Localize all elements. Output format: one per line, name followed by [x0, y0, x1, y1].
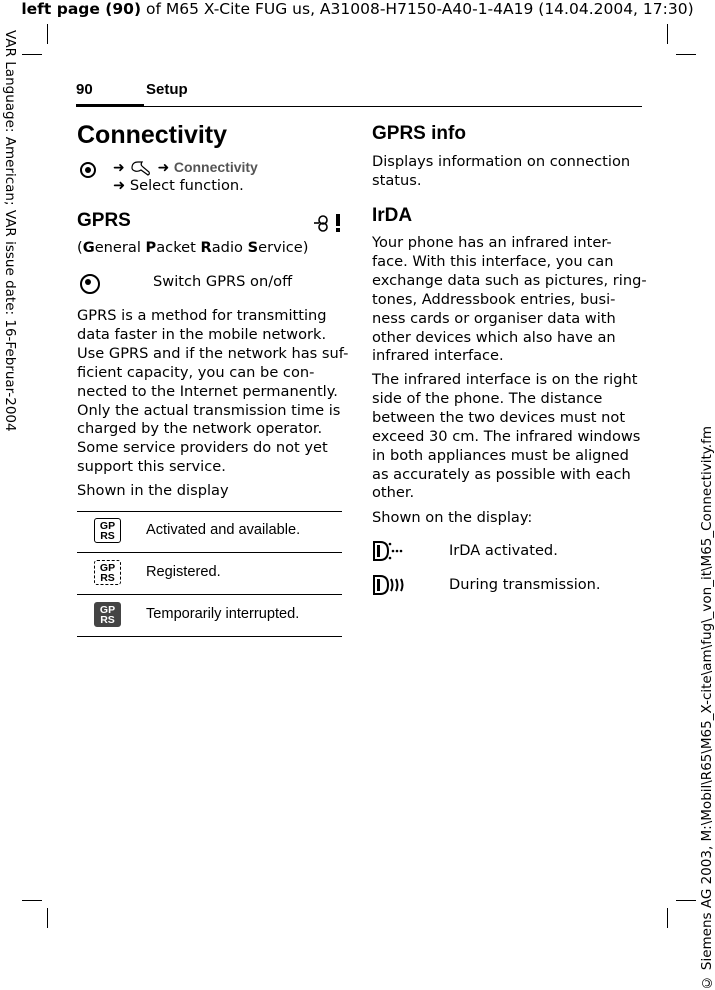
- network-service-icon: [313, 213, 343, 233]
- select-function-text: Select function.: [129, 177, 244, 194]
- arrow-icon: ➜: [113, 177, 126, 194]
- irda-activated-icon: [372, 539, 404, 567]
- gprs-expansion: (General Packet Radio Service): [77, 239, 309, 256]
- arrow-icon: ➜: [157, 160, 170, 176]
- document-reference: of M65 X-Cite FUG us, A31008-H7150-A40-1-4A19 (14.04.2004, 17:30): [145, 0, 694, 18]
- document-info-line: [0, 0, 715, 18]
- crop-mark: [22, 54, 42, 55]
- gprs-interrupted-icon: GP RS: [94, 602, 121, 627]
- shown-in-display-label: Shown in the display: [77, 482, 229, 499]
- arrow-icon: ➜: [113, 160, 125, 176]
- crop-mark: [676, 54, 696, 55]
- gprs-activated-icon: GP RS: [94, 518, 121, 543]
- gprs-info-description: Displays information on connection status.: [372, 153, 631, 189]
- side-variant-info: VAR Language: American; VAR issue date: 16-Februar-2004: [2, 30, 18, 432]
- side-copyright-info: © Siemens AG 2003, M:\Mobil\R65\M65_X-cite\am\fug\_von_it\M65_Connectivity.fm: [699, 426, 715, 990]
- section-name: Setup: [146, 81, 188, 98]
- page-number: 90: [76, 81, 93, 98]
- crop-mark: [47, 908, 48, 928]
- irda-transmission-icon: [372, 573, 406, 601]
- status-registered-label: Registered.: [146, 564, 221, 580]
- irda-activated-label: IrDA activated.: [449, 542, 558, 559]
- irda-paragraph-1: Your phone has an infrared inter- face. With this interface, you can exchange data such as pictures, ring- tones, Addressbook entries, busi- ness cards or organiser data with other devices which also have an infrared interface.: [372, 234, 647, 365]
- table-rule: [77, 511, 342, 512]
- irda-transmission-label: During transmission.: [449, 576, 601, 593]
- irda-paragraph-2: The infrared interface is on the right side of the phone. The distance between the two devices must not exceed 30 cm. The infrared windows in both appliances must be aligned as accurately as possible with each other.: [372, 371, 641, 502]
- page-reference: left page (90): [21, 0, 142, 18]
- status-activated-label: Activated and available.: [146, 522, 301, 538]
- shown-on-display-label: Shown on the display:: [372, 509, 533, 526]
- table-rule: [77, 594, 342, 595]
- crop-mark: [47, 24, 48, 44]
- navigation-path: [80, 159, 96, 178]
- irda-heading: IrDA: [372, 205, 413, 226]
- table-rule: [77, 636, 342, 637]
- crop-mark: [667, 908, 668, 928]
- select-function-line: [113, 177, 244, 196]
- switch-gprs-label: Switch GPRS on/off: [153, 273, 293, 290]
- switch-key: [80, 273, 100, 294]
- header-thick-rule: [76, 104, 144, 107]
- status-interrupted-label: Temporarily interrupted.: [146, 606, 300, 622]
- crop-mark: [676, 900, 696, 901]
- gprs-info-heading: GPRS info: [372, 123, 466, 144]
- crop-mark: [667, 24, 668, 44]
- menu-path: [113, 158, 258, 178]
- menu-item-connectivity: Connectivity: [173, 159, 258, 175]
- page-title: Connectivity: [77, 121, 228, 149]
- nav-key-icon: [80, 274, 100, 294]
- gprs-heading-icons: [313, 213, 343, 237]
- setup-wrench-icon: [129, 159, 153, 177]
- gprs-description: GPRS is a method for transmitting data faster in the mobile network. Use GPRS and if the network has suf- ficient capacity, you can be con- nected to the Internet permanently. Only the actual transmission time is charged by the network operator. Some service providers do not yet support this service.: [77, 307, 349, 476]
- table-rule: [77, 552, 342, 553]
- header-rule: [144, 106, 642, 107]
- nav-key-icon: [80, 162, 96, 178]
- gprs-registered-icon: GP RS: [94, 560, 121, 585]
- gprs-heading: GPRS: [77, 210, 131, 231]
- crop-mark: [22, 900, 42, 901]
